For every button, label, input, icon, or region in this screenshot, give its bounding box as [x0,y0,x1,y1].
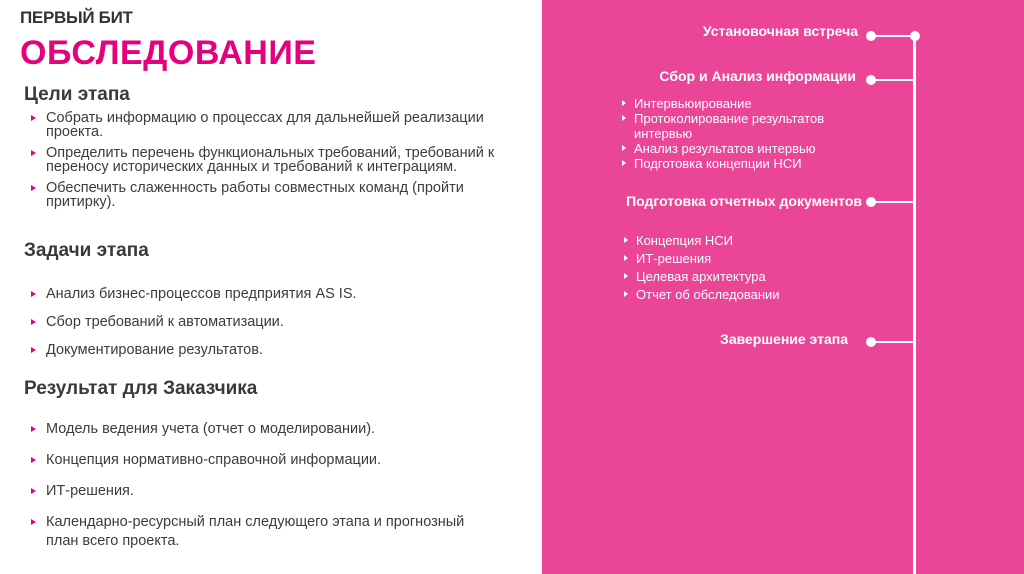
bullet-triangle-icon [31,185,36,191]
stage-setup-meeting: Установочная встреча [702,23,858,39]
timeline-connector [872,341,916,343]
bullet-triangle-icon [31,150,36,156]
list-item: ИТ-решения. [26,482,496,501]
list-item: ИТ-решения [622,251,862,266]
list-item: Документирование результатов. [26,342,496,370]
stage-collect-analyze: Сбор и Анализ информации [659,68,856,84]
stage-collect-items [620,96,870,171]
timeline-dot [866,75,876,85]
timeline-line [913,35,916,574]
bullet-triangle-icon [622,115,626,121]
stage-reports-items [622,233,862,302]
list-item: Протоколирование результатов интервью [620,111,870,141]
goals-heading: Цели этапа [24,84,130,105]
list-item: Целевая архитектура [622,269,862,284]
bullet-triangle-icon [31,115,36,121]
page-title: ОБСЛЕДОВАНИЕ [20,34,317,72]
bullet-triangle-icon [31,457,36,463]
stage-reports: Подготовка отчетных документов [626,193,862,209]
timeline-dot [866,31,876,41]
bullet-triangle-icon [31,519,36,525]
list-item: Анализ бизнес-процессов предприятия AS IS. [26,286,496,314]
list-item: Концепция нормативно-справочной информации. [26,451,496,470]
tasks-heading: Задачи этапа [24,240,149,261]
list-item: Концепция НСИ [622,233,862,248]
list-item: Обеспечить слаженность работы совместных команд (пройти притирку). [26,181,496,209]
bullet-triangle-icon [622,100,626,106]
timeline-dot [866,337,876,347]
list-item: Модель ведения учета (отчет о моделировании). [26,420,496,439]
bullet-triangle-icon [624,237,628,243]
bullet-triangle-icon [624,255,628,261]
list-item: Отчет об обследовании [622,287,862,302]
bullet-triangle-icon [624,291,628,297]
results-list [26,420,496,563]
timeline-dot [910,31,920,41]
bullet-triangle-icon [624,273,628,279]
list-item: Анализ результатов интервью [620,141,870,156]
goals-list [26,111,496,216]
bullet-triangle-icon [31,488,36,494]
tasks-list [26,286,496,370]
list-item: Сбор требований к автоматизации. [26,314,496,342]
list-item: Календарно-ресурсный план следующего этапа и прогнозный план всего проекта. [26,513,496,551]
bullet-triangle-icon [622,160,626,166]
list-item: Определить перечень функциональных требований, требований к переносу исторических данных и требований к интеграциям. [26,146,496,174]
stage-completion: Завершение этапа [720,331,848,347]
timeline-connector [872,201,916,203]
bullet-triangle-icon [31,319,36,325]
list-item: Подготовка концепции НСИ [620,156,870,171]
bullet-triangle-icon [31,347,36,353]
timeline-dot [866,197,876,207]
list-item: Интервьюирование [620,96,870,111]
bullet-triangle-icon [622,145,626,151]
results-heading: Результат для Заказчика [24,378,258,399]
logo: ПЕРВЫЙ БИТ [20,8,133,27]
bullet-triangle-icon [31,291,36,297]
list-item: Собрать информацию о процессах для дальнейшей реализации проекта. [26,111,496,139]
timeline-connector [872,79,916,81]
bullet-triangle-icon [31,426,36,432]
